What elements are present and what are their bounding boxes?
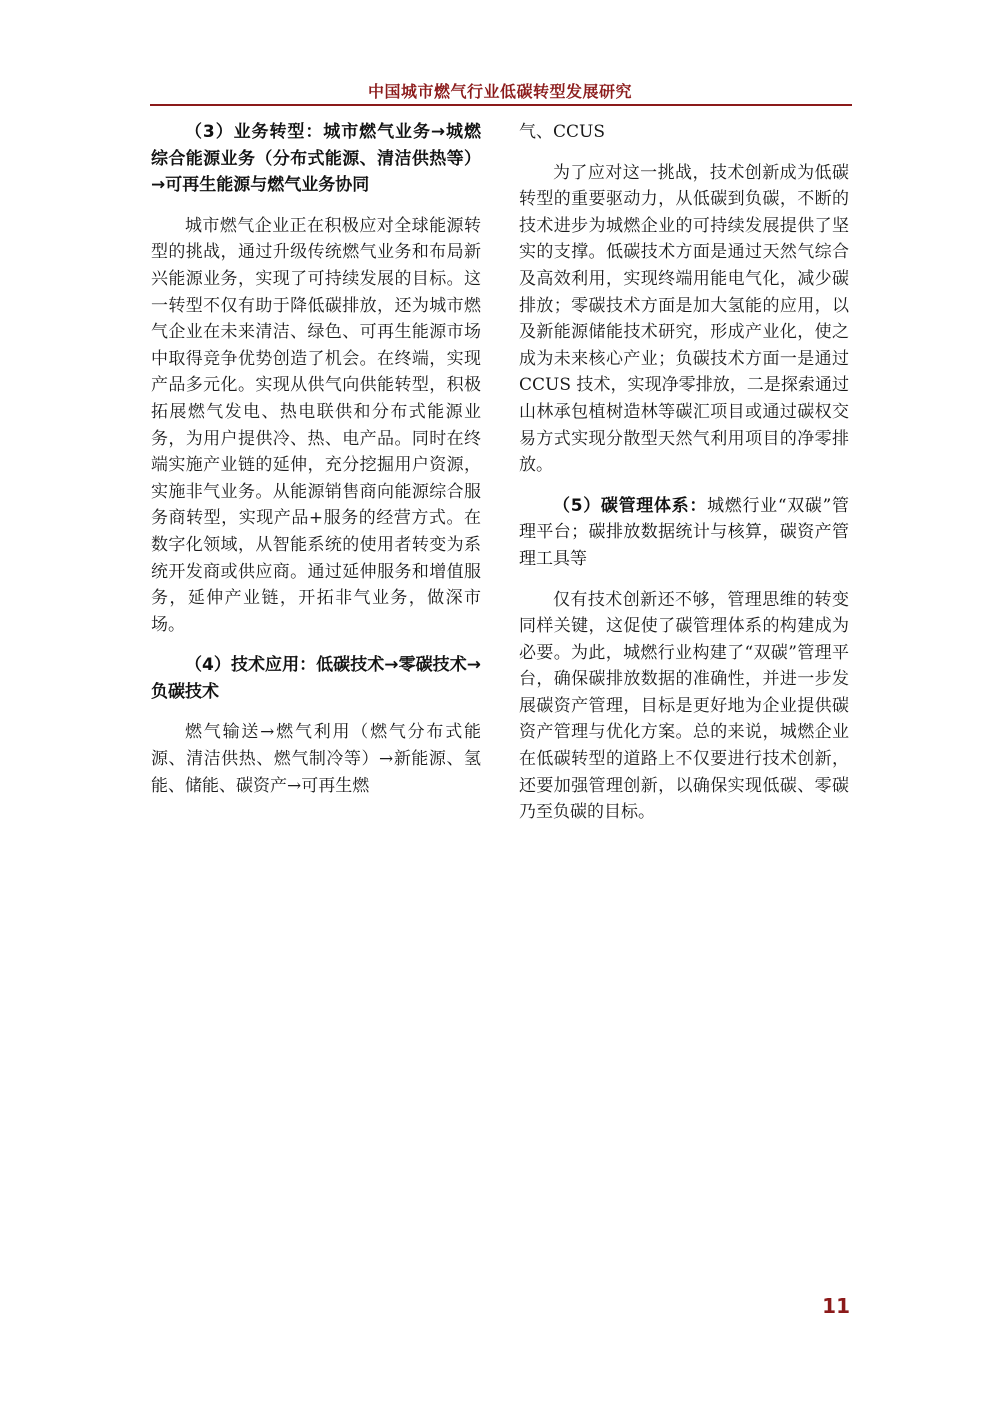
spacer <box>151 638 481 652</box>
right-column <box>519 119 849 826</box>
section-4-body-paragraph-2: 为了应对这一挑战，技术创新成为低碳转型的重要驱动力，从低碳到负碳，不断的技术进步为城燃企业的可持续发展提供了坚实的支撑。低碳技术方面是通过天然气综合及高效利用，实现终端用能电气化，减少碳排放；零碳技术方面是加大氢能的应用，以及新能源储能技术研究，形成产业化，使之成为未来核心产业；负碳技术方面一是通过 CCUS 技术，实现净零排放，二是探索通过山林承包植树造林等碳汇项目或通过碳权交易方式实现分散型天然气利用项目的净零排放。 <box>519 162 849 476</box>
section-3-body: 城市燃气企业正在积极应对全球能源转型的挑战，通过升级传统燃气业务和布局新兴能源业务，实现了可持续发展的目标。这一转型不仅有助于降低碳排放，还为城市燃气企业在未来清洁、绿色、可再生能源市场中取得竞争优势创造了机会。在终端，实现产品多元化。实现从供气向供能转型，积极拓展燃气发电、热电联供和分布式能源业务，为用户提供冷、热、电产品。同时在终端实施产业链的延伸，充分挖掘用户资源，实施非气业务。从能源销售商向能源综合服务商转型，实现产品+服务的经营方式。在数字化领域，从智能系统的使用者转变为系统开发商或供应商。通过延伸服务和增值服务，延伸产业链，开拓非气业务，做深市场。 <box>151 215 481 635</box>
page-number: 11 <box>822 1294 850 1318</box>
section-5-body: 仅有技术创新还不够，管理思维的转变同样关键，这促使了碳管理体系的构建成为必要。为此，城燃行业构建了“双碳”管理平台，确保碳排放数据的准确性，并进一步发展碳资产管理，目标是更好地为企业提供碳资产管理与优化方案。总的来说，城燃企业在低碳转型的道路上不仅要进行技术创新，还要加强管理创新，以确保实现低碳、零碳乃至负碳的目标。 <box>519 589 849 823</box>
spacer <box>151 199 481 213</box>
spacer <box>519 479 849 493</box>
section-4-body-continued: 气、CCUS <box>519 122 605 142</box>
left-column <box>151 119 481 799</box>
spacer <box>151 705 481 719</box>
section-4-heading: （4）技术应用：低碳技术→零碳技术→负碳技术 <box>151 655 481 702</box>
section-5-heading-rest: 城燃行业“双碳”管理平台；碳排放数据统计与核算，碳资产管理工具等 <box>519 495 849 569</box>
section-4-body: 燃气输送→燃气利用（燃气分布式能源、清洁供热、燃气制冷等）→新能源、氢能、储能、碳资产→可再生燃 <box>151 722 481 796</box>
spacer <box>519 146 849 160</box>
section-3-heading: （3）业务转型：城市燃气业务→城燃综合能源业务（分布式能源、清洁供热等）→可再生能源与燃气业务协同 <box>151 122 481 196</box>
running-header-title: 中国城市燃气行业低碳转型发展研究 <box>367 82 632 101</box>
header-divider <box>150 104 852 106</box>
spacer <box>519 573 849 587</box>
section-5-heading-lead: （5）碳管理体系： <box>553 495 708 516</box>
section-5-heading <box>519 493 849 573</box>
